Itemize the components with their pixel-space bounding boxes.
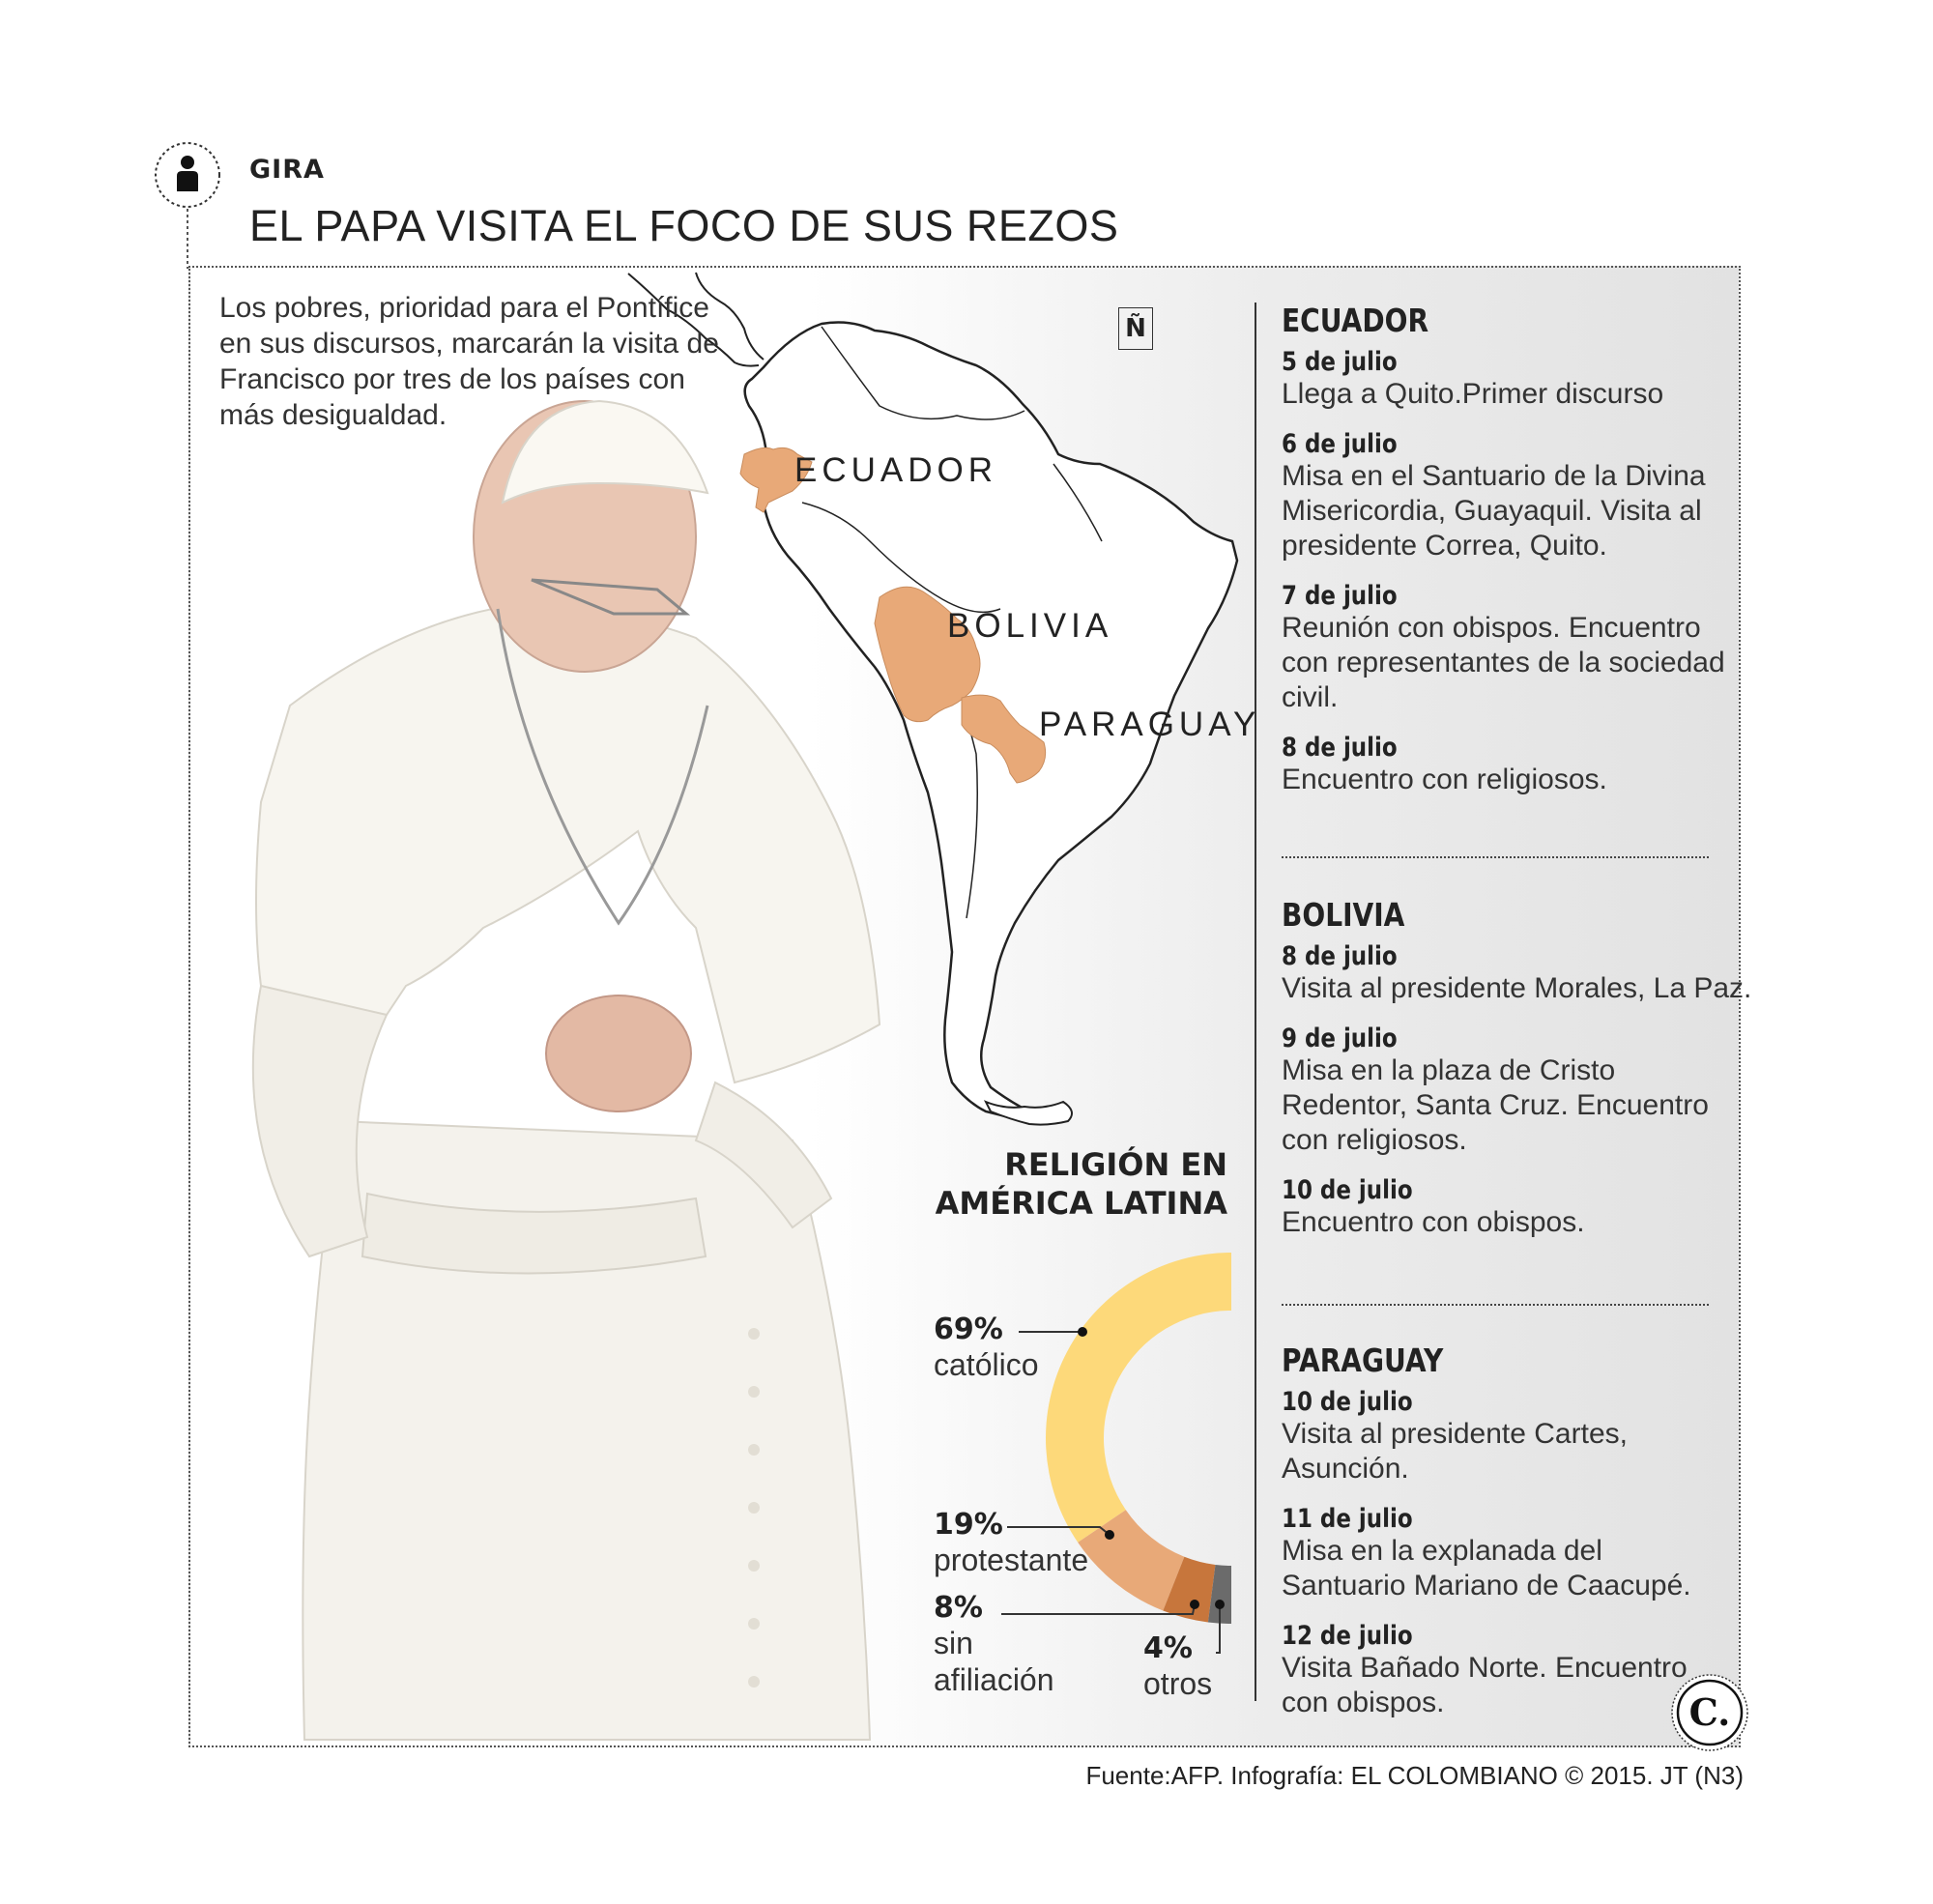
slice-name: sin: [934, 1626, 973, 1660]
schedule-country-title: ECUADOR: [1282, 302, 1429, 339]
slice-name: protestante: [934, 1543, 1089, 1577]
event-date: 10 de julio: [1282, 1387, 1413, 1417]
slice-name: afiliación: [934, 1662, 1054, 1697]
schedule-country-title: PARAGUAY: [1282, 1341, 1444, 1379]
event-description: Visita Bañado Norte. Encuentro con obispos.: [1282, 1652, 1688, 1718]
slice-percent: 69%: [934, 1313, 1003, 1346]
event-date: 10 de julio: [1282, 1175, 1413, 1205]
event-date: 9 de julio: [1282, 1024, 1398, 1053]
slice-label-otros: [1143, 1631, 1212, 1702]
leader-dot-2: [1190, 1600, 1199, 1609]
event-description: Misa en el Santuario de la Divina Misericordia, Guayaquil. Visita al presidente Correa, Quito.: [1282, 460, 1706, 562]
leader-dot-3: [1215, 1600, 1225, 1609]
logo-letter: C.: [1688, 1690, 1731, 1734]
chart-title-line: RELIGIÓN EN: [1004, 1146, 1227, 1183]
leader-dot-0: [1078, 1327, 1087, 1337]
event-description: Misa en la plaza de Cristo Redentor, Santa Cruz. Encuentro con religiosos.: [1282, 1054, 1709, 1156]
event-date: 8 de julio: [1282, 941, 1398, 971]
source-credit: Fuente:AFP. Infografía: EL COLOMBIANO © 2015. JT (N3): [1085, 1761, 1744, 1790]
slice-percent: 8%: [934, 1591, 983, 1625]
event-date: 7 de julio: [1282, 581, 1398, 611]
event-description: Reunión con obispos. Encuentro con representantes de la sociedad civil.: [1282, 612, 1725, 713]
event-date: 5 de julio: [1282, 347, 1398, 377]
map-label-paraguay: PARAGUAY: [1039, 706, 1261, 743]
event-description: Misa en la explanada del Santuario Mariano de Caacupé.: [1282, 1535, 1691, 1601]
leader-dot-1: [1105, 1530, 1114, 1540]
slice-label-protestante: [934, 1508, 1088, 1578]
page-title: EL PAPA VISITA EL FOCO DE SUS REZOS: [249, 201, 1119, 250]
slice-percent: 4%: [1143, 1631, 1193, 1665]
intro-text: Los pobres, prioridad para el Pontífice en sus discursos, marcarán la visita de Francisco por tres de los países con más desigualdad.: [219, 292, 719, 431]
event-date: 6 de julio: [1282, 429, 1398, 459]
north-indicator: Ñ: [1118, 307, 1153, 350]
event-date: 11 de julio: [1282, 1504, 1413, 1534]
event-description: Visita al presidente Morales, La Paz.: [1282, 972, 1752, 1004]
schedule-country-title: BOLIVIA: [1282, 896, 1405, 934]
section-kicker: GIRA: [249, 155, 325, 185]
event-description: Encuentro con obispos.: [1282, 1206, 1585, 1238]
slice-percent: 19%: [934, 1508, 1003, 1542]
slice-label-sin-afiliacion: [934, 1591, 1054, 1698]
slice-label-catolico: [934, 1313, 1039, 1383]
event-date: 8 de julio: [1282, 733, 1398, 763]
map-label-ecuador: ECUADOR: [794, 451, 998, 489]
el-colombiano-logo: [1670, 1673, 1749, 1752]
slice-name: otros: [1143, 1666, 1213, 1701]
event-description: Encuentro con religiosos.: [1282, 764, 1607, 795]
event-description: Visita al presidente Cartes, Asunción.: [1282, 1418, 1628, 1485]
event-date: 12 de julio: [1282, 1621, 1413, 1651]
map-label-bolivia: BOLIVIA: [947, 607, 1113, 645]
chart-title-line: AMÉRICA LATINA: [935, 1185, 1227, 1222]
leader-line-3: [1216, 1604, 1220, 1653]
slice-name: católico: [934, 1347, 1039, 1382]
event-description: Llega a Quito.Primer discurso: [1282, 378, 1664, 410]
